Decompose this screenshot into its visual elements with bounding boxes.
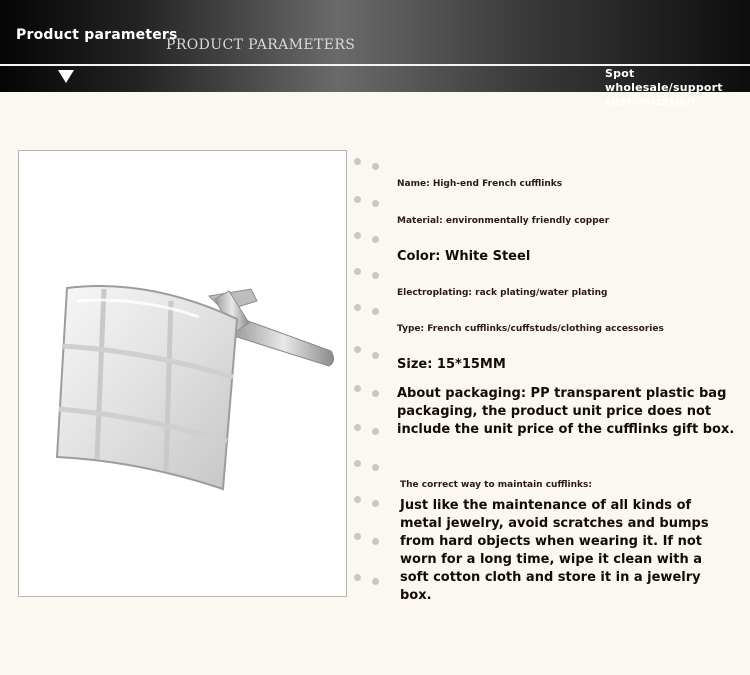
dot-icon [372, 390, 379, 397]
dot-icon [354, 385, 361, 392]
dot-icon [372, 163, 379, 170]
dot-icon [354, 304, 361, 311]
dot-icon [372, 352, 379, 359]
page-title: Product parameters [16, 27, 178, 43]
product-image [18, 150, 347, 597]
dot-icon [354, 574, 361, 581]
dot-icon [354, 496, 361, 503]
dot-icon [372, 428, 379, 435]
dot-icon [372, 538, 379, 545]
dot-icon [372, 272, 379, 279]
dot-icon [354, 460, 361, 467]
dot-icon [372, 578, 379, 585]
maintain-text: Just like the maintenance of all kinds of metal jewelry, avoid scratches and bumps from hard objects when wearing it. If not worn for a long time, wipe it clean with a soft cotton cloth and store it in a jewelry box. [400, 498, 709, 603]
spec-color: Color: White Steel [397, 249, 531, 264]
dot-icon [372, 200, 379, 207]
spec-type: Type: French cufflinks/cuffstuds/clothing accessories [397, 324, 664, 334]
dot-icon [372, 236, 379, 243]
spec-size: Size: 15*15MM [397, 357, 506, 372]
cufflink-illustration [19, 151, 348, 598]
page-title-caps: PRODUCT PARAMETERS [166, 37, 356, 53]
header-banner [0, 0, 750, 108]
dot-icon [354, 533, 361, 540]
dot-icon [354, 196, 361, 203]
dot-icon [372, 500, 379, 507]
spec-electroplating: Electroplating: rack plating/water plating [397, 288, 608, 298]
maintain-title: The correct way to maintain cufflinks: [400, 480, 592, 490]
spec-name: Name: High-end French cufflinks [397, 179, 563, 189]
dot-icon [354, 232, 361, 239]
down-triangle-icon [58, 70, 74, 83]
spec-packaging: About packaging: PP transparent plastic bag packaging, the product unit price does not include the unit price of the cufflinks gift box. [397, 386, 735, 437]
dot-icon [372, 308, 379, 315]
header-divider-line [0, 64, 750, 66]
spec-material: Material: environmentally friendly copper [397, 216, 610, 226]
dot-icon [354, 424, 361, 431]
dot-icon [354, 346, 361, 353]
spot-wholesale-text: Spot wholesale/support customization [605, 67, 723, 108]
dot-icon [354, 158, 361, 165]
dot-icon [354, 268, 361, 275]
dot-icon [372, 464, 379, 471]
